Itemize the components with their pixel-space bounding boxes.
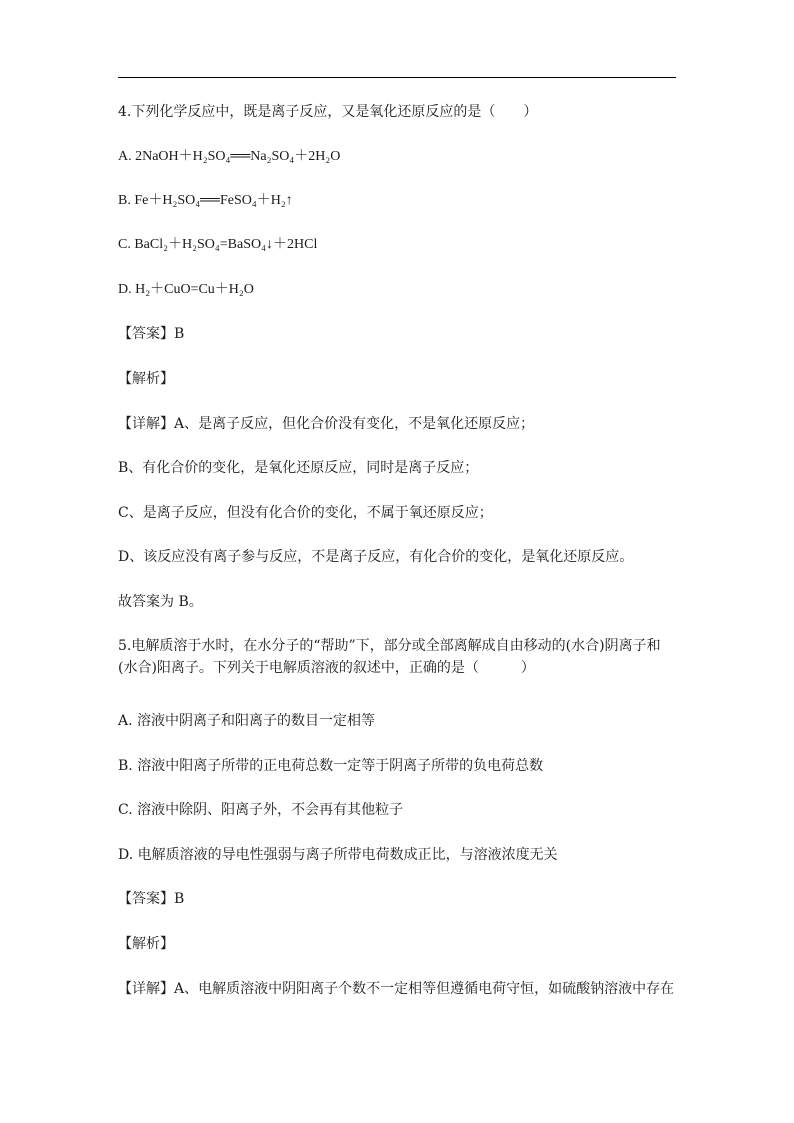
q5-stem: 5.电解质溶于水时，在水分子的“帮助”下，部分或全部离解成自由移动的(水合)阴离子和(水合)阳离子。下列关于电解质溶液的叙述中，正确的是（ ） [118, 638, 661, 676]
q4-answer: 【答案】B [118, 326, 185, 342]
q4-option-c: C. BaCl₂＋H₂SO₄=BaSO₄↓＋2HCl [118, 237, 318, 252]
q5-option-c: C. 溶液中除阴、阳离子外，不会再有其他粒子 [118, 802, 404, 818]
q4-option-d: D. H₂＋CuO=Cu＋H₂O [118, 282, 254, 297]
q4-conclusion: 故答案为 B。 [118, 594, 203, 610]
q5-option-d: D. 电解质溶液的导电性强弱与离子所带电荷数成正比，与溶液浓度无关 [118, 847, 558, 863]
q5-option-a: A. 溶液中阴离子和阳离子的数目一定相等 [118, 713, 376, 729]
q5-analysis-label: 【解析】 [118, 936, 174, 952]
q5-option-b: B. 溶液中阳离子所带的正电荷总数一定等于阴离子所带的负电荷总数 [118, 758, 544, 774]
q4-detail-a: 【详解】A、是离子反应，但化合价没有变化，不是氧化还原反应； [118, 416, 535, 432]
q5-answer: 【答案】B [118, 891, 185, 907]
header-rule [118, 77, 676, 78]
q4-option-a: A. 2NaOH＋H₂SO₄══Na₂SO₄＋2H₂O [118, 149, 341, 164]
q4-analysis-label: 【解析】 [118, 371, 174, 387]
q4-detail-b: B、有化合价的变化，是氧化还原反应，同时是离子反应； [118, 460, 479, 476]
q5-detail-start: 【详解】A、电解质溶液中阴阳离子个数不一定相等但遵循电荷守恒，如硫酸钠溶液中存在 [118, 981, 675, 997]
q4-option-b: B. Fe＋H₂SO₄══FeSO₄＋H₂↑ [118, 193, 293, 208]
q4-detail-c: C、是离子反应，但没有化合价的变化，不属于氧还原反应； [118, 505, 493, 521]
q4-stem: 4.下列化学反应中，既是离子反应，又是氧化还原反应的是（ ） [118, 104, 538, 120]
q4-detail-d: D、该反应没有离子参与反应，不是离子反应，有化合价的变化，是氧化还原反应。 [118, 549, 634, 565]
